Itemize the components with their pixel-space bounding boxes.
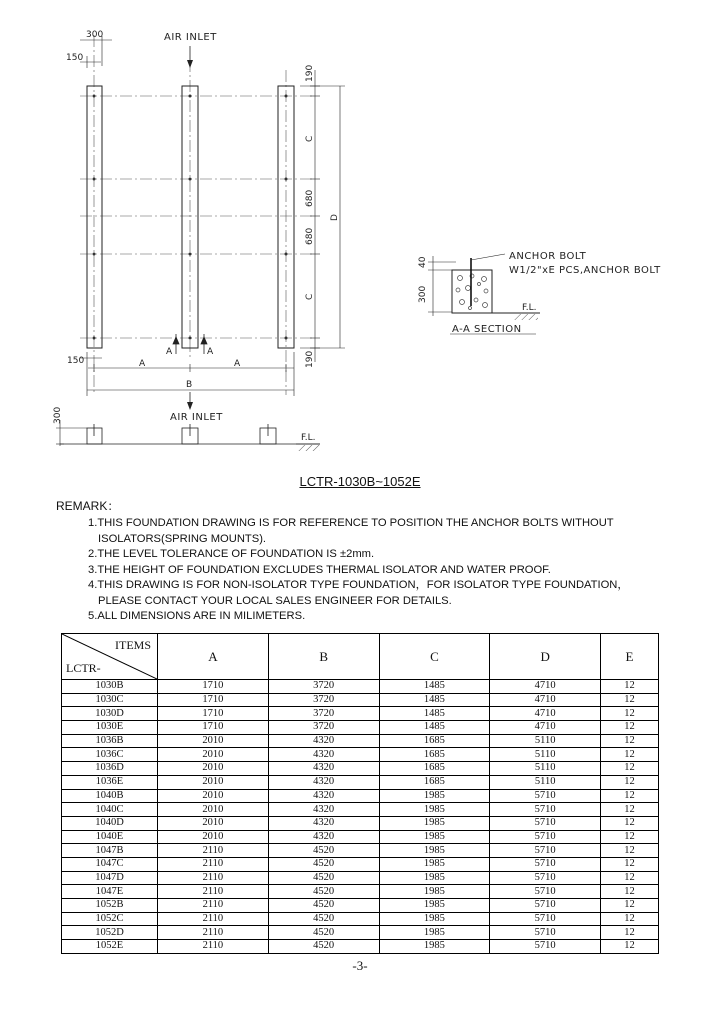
remark-item: ISOLATORS(SPRING MOUNTS). (98, 532, 267, 545)
value-cell: 2110 (158, 926, 269, 940)
column-header: E (601, 634, 659, 680)
model-cell: 1052B (62, 899, 158, 913)
fl-elevation-label: F.L. (301, 433, 316, 443)
table-row (62, 926, 659, 940)
dim-a-right: A (234, 359, 241, 369)
value-cell: 4710 (490, 721, 601, 735)
table-header-row (62, 634, 659, 680)
model-cell: 1052E (62, 940, 158, 954)
anchor-bolt-spec-label: W1/2"xE PCS,ANCHOR BOLT (509, 265, 661, 276)
page-number: -3- (352, 958, 368, 973)
model-cell: 1047D (62, 871, 158, 885)
dim-b: B (186, 380, 193, 390)
section-mark-right: A (207, 347, 214, 357)
value-cell: 1710 (158, 707, 269, 721)
value-cell: 5710 (490, 803, 601, 817)
anchor-bolt-label: ANCHOR BOLT (509, 251, 587, 262)
section-title: A-A SECTION (452, 324, 522, 335)
value-cell: 5110 (490, 748, 601, 762)
column-header: B (268, 634, 379, 680)
column-header: D (490, 634, 601, 680)
value-cell: 1985 (379, 871, 490, 885)
value-cell: 4320 (268, 789, 379, 803)
top-dimensions (80, 36, 112, 68)
model-cell: 1036E (62, 775, 158, 789)
model-range-title: LCTR-1030B~1052E (299, 474, 421, 489)
value-cell: 4320 (268, 762, 379, 776)
ground-hatch-elevation (298, 445, 320, 451)
value-cell: 2110 (158, 912, 269, 926)
model-cell: 1030E (62, 721, 158, 735)
value-cell: 2010 (158, 789, 269, 803)
value-cell: 12 (601, 871, 659, 885)
model-cell: 1030D (62, 707, 158, 721)
table-row (62, 871, 659, 885)
value-cell: 12 (601, 748, 659, 762)
table-row (62, 680, 659, 694)
table-row (62, 734, 659, 748)
column-header: A (158, 634, 269, 680)
value-cell: 1985 (379, 844, 490, 858)
value-cell: 1985 (379, 940, 490, 954)
value-cell: 5110 (490, 775, 601, 789)
model-cell: 1030B (62, 680, 158, 694)
remark-item: 1.THIS FOUNDATION DRAWING IS FOR REFERENCE TO POSITION THE ANCHOR BOLTS WITHOUT (88, 517, 614, 529)
value-cell: 5710 (490, 844, 601, 858)
value-cell: 12 (601, 844, 659, 858)
value-cell: 12 (601, 721, 659, 735)
air-inlet-bottom-arrow (187, 392, 193, 410)
value-cell: 5110 (490, 734, 601, 748)
items-label: ITEMS (115, 638, 151, 652)
lctr-label: LCTR- (66, 661, 101, 675)
value-cell: 2010 (158, 830, 269, 844)
value-cell: 5110 (490, 762, 601, 776)
value-cell: 12 (601, 707, 659, 721)
value-cell: 5710 (490, 885, 601, 899)
value-cell: 1985 (379, 926, 490, 940)
value-cell: 2110 (158, 871, 269, 885)
value-cell: 5710 (490, 899, 601, 913)
value-cell: 4320 (268, 775, 379, 789)
value-cell: 12 (601, 693, 659, 707)
value-cell: 2110 (158, 885, 269, 899)
value-cell: 1685 (379, 734, 490, 748)
table-row (62, 721, 659, 735)
value-cell: 4520 (268, 899, 379, 913)
value-cell: 3720 (268, 707, 379, 721)
table-row (62, 816, 659, 830)
value-cell: 2010 (158, 816, 269, 830)
value-cell: 2010 (158, 734, 269, 748)
value-cell: 5710 (490, 789, 601, 803)
value-cell: 1685 (379, 748, 490, 762)
table-row (62, 844, 659, 858)
model-cell: 1047C (62, 857, 158, 871)
value-cell: 4520 (268, 857, 379, 871)
value-cell: 2010 (158, 803, 269, 817)
section-dim-300: 300 (418, 285, 428, 303)
value-cell: 4320 (268, 748, 379, 762)
value-cell: 2110 (158, 844, 269, 858)
value-cell: 12 (601, 680, 659, 694)
model-cell: 1036D (62, 762, 158, 776)
value-cell: 3720 (268, 693, 379, 707)
fl-section-label: F.L. (522, 303, 537, 313)
model-cell: 1040D (62, 816, 158, 830)
value-cell: 1485 (379, 721, 490, 735)
remarks-list (88, 516, 688, 625)
value-cell: 4520 (268, 885, 379, 899)
dim-c-lower: C (305, 293, 315, 300)
table-row (62, 940, 659, 954)
elevation-300: 300 (53, 406, 63, 424)
dim-c-upper: C (305, 135, 315, 142)
table-row (62, 803, 659, 817)
table-row (62, 899, 659, 913)
foundation-drawing (0, 0, 720, 470)
model-cell: 1047B (62, 844, 158, 858)
remark-item: 2.THE LEVEL TOLERANCE OF FOUNDATION IS ±2mm. (88, 548, 375, 560)
remark-heading: REMARK： (56, 499, 120, 513)
elevation-view (56, 420, 320, 446)
dim-190-bottom: 190 (305, 350, 315, 368)
value-cell: 1985 (379, 789, 490, 803)
value-cell: 12 (601, 734, 659, 748)
value-cell: 12 (601, 940, 659, 954)
value-cell: 12 (601, 912, 659, 926)
table-row (62, 885, 659, 899)
value-cell: 3720 (268, 680, 379, 694)
value-cell: 1685 (379, 775, 490, 789)
value-cell: 4320 (268, 830, 379, 844)
air-inlet-top-label: AIR INLET (164, 32, 217, 43)
value-cell: 4710 (490, 707, 601, 721)
table-body (62, 680, 659, 954)
dim-a-left: A (139, 359, 146, 369)
value-cell: 5710 (490, 830, 601, 844)
table-corner-cell (62, 634, 158, 680)
value-cell: 1985 (379, 830, 490, 844)
air-inlet-bottom-label: AIR INLET (170, 412, 223, 423)
table-row (62, 775, 659, 789)
value-cell: 2010 (158, 775, 269, 789)
value-cell: 12 (601, 857, 659, 871)
model-cell: 1052D (62, 926, 158, 940)
value-cell: 2010 (158, 762, 269, 776)
value-cell: 4710 (490, 693, 601, 707)
value-cell: 4320 (268, 803, 379, 817)
value-cell: 1685 (379, 762, 490, 776)
air-inlet-top-arrow (187, 46, 193, 68)
value-cell: 1985 (379, 885, 490, 899)
value-cell: 1985 (379, 899, 490, 913)
model-cell: 1036C (62, 748, 158, 762)
model-cell: 1052C (62, 912, 158, 926)
value-cell: 12 (601, 803, 659, 817)
remark-item: 4.THIS DRAWING IS FOR NON-ISOLATOR TYPE FOUNDATION，FOR ISOLATOR TYPE FOUNDATION， (88, 579, 629, 591)
value-cell: 12 (601, 926, 659, 940)
value-cell: 3720 (268, 721, 379, 735)
column-header: C (379, 634, 490, 680)
value-cell: 5710 (490, 816, 601, 830)
dim-680-lower: 680 (305, 227, 315, 245)
section-mark-left: A (166, 347, 173, 357)
remark-item: 5.ALL DIMENSIONS ARE IN MILIMETERS. (88, 610, 306, 622)
value-cell: 12 (601, 816, 659, 830)
value-cell: 1710 (158, 693, 269, 707)
dim-300-top: 300 (86, 30, 104, 40)
value-cell: 2010 (158, 748, 269, 762)
dimension-table (61, 633, 659, 954)
value-cell: 1985 (379, 803, 490, 817)
value-cell: 12 (601, 775, 659, 789)
table-row (62, 707, 659, 721)
value-cell: 2110 (158, 899, 269, 913)
value-cell: 4520 (268, 844, 379, 858)
model-cell: 1040B (62, 789, 158, 803)
value-cell: 1485 (379, 680, 490, 694)
dim-150-bottom: 150 (67, 356, 85, 366)
dim-d: D (330, 214, 340, 221)
table-row (62, 857, 659, 871)
value-cell: 1985 (379, 912, 490, 926)
dim-150-top: 150 (66, 53, 84, 63)
model-cell: 1036B (62, 734, 158, 748)
value-cell: 1985 (379, 816, 490, 830)
value-cell: 4520 (268, 912, 379, 926)
value-cell: 12 (601, 830, 659, 844)
value-cell: 4520 (268, 871, 379, 885)
table-row (62, 693, 659, 707)
table-row (62, 789, 659, 803)
value-cell: 4520 (268, 926, 379, 940)
value-cell: 12 (601, 899, 659, 913)
table-row (62, 830, 659, 844)
value-cell: 5710 (490, 926, 601, 940)
value-cell: 1485 (379, 707, 490, 721)
model-cell: 1040C (62, 803, 158, 817)
remark-item: 3.THE HEIGHT OF FOUNDATION EXCLUDES THERMAL ISOLATOR AND WATER PROOF. (88, 563, 551, 576)
value-cell: 5710 (490, 871, 601, 885)
value-cell: 1485 (379, 693, 490, 707)
value-cell: 4520 (268, 940, 379, 954)
section-dim-40: 40 (418, 256, 428, 268)
dim-190-top: 190 (305, 64, 315, 82)
model-cell: 1040E (62, 830, 158, 844)
value-cell: 2110 (158, 940, 269, 954)
model-cell: 1047E (62, 885, 158, 899)
value-cell: 5710 (490, 857, 601, 871)
table-row (62, 748, 659, 762)
value-cell: 1985 (379, 857, 490, 871)
table-row (62, 762, 659, 776)
value-cell: 5710 (490, 940, 601, 954)
value-cell: 12 (601, 885, 659, 899)
value-cell: 2110 (158, 857, 269, 871)
foundation-beams (87, 86, 294, 348)
remark-item: PLEASE CONTACT YOUR LOCAL SALES ENGINEER FOR DETAILS. (98, 594, 452, 607)
value-cell: 1710 (158, 680, 269, 694)
value-cell: 12 (601, 762, 659, 776)
table-row (62, 912, 659, 926)
value-cell: 4320 (268, 734, 379, 748)
dim-680-upper: 680 (305, 189, 315, 207)
model-cell: 1030C (62, 693, 158, 707)
value-cell: 5710 (490, 912, 601, 926)
value-cell: 12 (601, 789, 659, 803)
value-cell: 1710 (158, 721, 269, 735)
value-cell: 4320 (268, 816, 379, 830)
value-cell: 4710 (490, 680, 601, 694)
